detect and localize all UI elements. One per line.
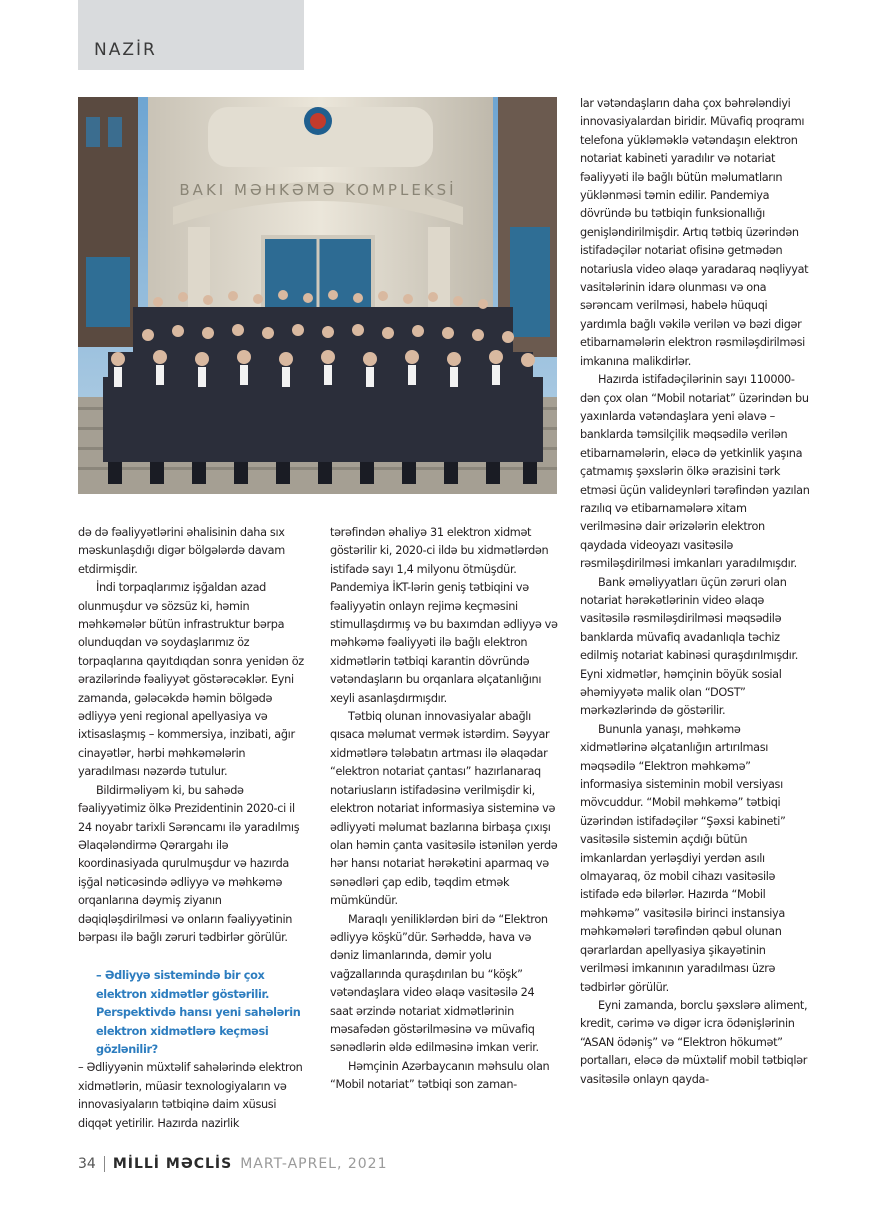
section-label: NAZİR [94,40,157,60]
paragraph: Bank əməliyyatları üçün zəruri olan notariat hərəkətlərinin video əlaqə vasitəsilə rəsmiləşdirilməsi məqsədilə banklarda müvafiq avadanlıqla təchiz edilmiş notariat kabinəsi quraşdırılmışdır. Eyni xidmətlər, həmçinin böyük sosial əhəmiyyətə malik olan “DOST” mərkəzlərində də göstərilir. [580,575,798,718]
facade-sign: BAKI MƏHKƏMƏ KOMPLEKSİ [179,181,457,199]
paragraph: Bildirməliyəm ki, bu sahədə fəaliyyətimiz ölkə Prezidentinin 2020-ci il 24 noyabr tarixli Sərəncamı ilə yaradılmış Əlaqələndirmə Qərargahı ilə koordinasiyada qurulmuşdur və hazırda işğal nəticəsində ədliyyə və məhkəmə orqanlarına dəymiş ziyanın dəqiqləşdirilməsi və onların fəaliyyətinin bərpası ilə bağlı zəruri tədbirlər görülür. [78,783,300,944]
issue-date: MART-APREL, 2021 [240,1156,388,1172]
group-photo [78,97,557,494]
footer-divider [104,1156,105,1172]
paragraph: Eyni zamanda, borclu şəxslərə aliment, kredit, cərimə və digər icra ödənişlərinin “ASAN ödəniş” və “Elektron hökumət” portalları, eləcə də müxtəlif mobil tətbiqlər vasitəsilə onlayn qayda- [580,998,808,1086]
section-tab [78,0,304,70]
paragraph: tərəfindən əhaliyə 31 elektron xidmət göstərilir ki, 2020-ci ildə bu xidmətlərdən istifadə sayı 1,4 milyonu ötmüşdür. Pandemiya İKT-lərin geniş tətbiqini və fəaliyyətin onlayn rejimə keçməsini stimullaşdırmış və bu baxımdan ədliyyə və məhkəmə fəaliyyəti ilə bağlı elektron xidmətlərin tətbiqi karantin dövründə vətəndaşların bu orqanlara əlçatanlığını xeyli asanlaşdırmışdır. [330,526,558,705]
paragraph: Maraqlı yeniliklərdən biri də “Elektron ədliyyə köşkü”dür. Sərhəddə, hava və dəniz limanlarında, dəmir yolu vağzallarında quraşdırılan bu “köşk” vətəndaşlara video əlaqə vasitəsilə 24 saat ərzində notariat xidmətlərinin məsafədən göstərilməsinə və müvafiq sənədlərin əldə edilməsinə imkan verir. [330,912,548,1055]
paragraph: Hazırda istifadəçilərinin sayı 110000-dən çox olan “Mobil notariat” üzərindən bu yaxınlarda vətəndaşlara yeni əlavə – banklarda təmsilçilik məqsədilə verilən etibarnamələrin, eləcə də yetkinlik yaşına çatmamış şəxslərin ölkə ərazisini tərk etməsi üçün valideynləri tərəfindən yazılan razılıq və etibarnamələrə xitam verilməsinə dair ərizələrin elektron qaydada videoyazı vasitəsilə rəsmiləşdirilməsi imkanları yaradılmışdır. [580,373,810,571]
page-number: 34 [78,1156,96,1172]
text-column-2 [330,524,560,1095]
text-column-1 [78,524,310,1133]
paragraph: – Ədliyyənin müxtəlif sahələrində elektron xidmətlərin, müasir texnologiyaların və innovasiyaların tətbiqinə daim xüsusi diqqət yetirilir. Hazırda nazirlik [78,1061,303,1130]
paragraph: Bununla yanaşı, məhkəmə xidmətlərinə əlçatanlığın artırılması məqsədilə “Elektron məhkəmə” informasiya sisteminin mobil versiyası mövcuddur. “Mobil məhkəmə” tətbiqi üzərindən istifadəçilər “Şəxsi kabineti” vasitəsilə sistemin açdığı bütün imkanlardan yerləşdiyi yerdən asılı olmayaraq, öz mobil cihazı vasitəsilə istifadə edə bilərlər. Hazırda “Mobil məhkəmə” vasitəsilə birinci instansiya məhkəmələri tərəfindən qəbul olunan qərarlardan apellyasiya şikayətinin verilməsi imkanının yaradılması üzrə tədbirlər görülür. [580,722,786,994]
interview-question: – Ədliyyə sistemində bir çox elektron xidmətlər göstərilir. Perspektivdə hansı yeni sahələrin elektron xidmətlərə keçməsi gözlənilir? [96,969,301,1056]
paragraph: Həmçinin Azərbaycanın məhsulu olan “Mobil notariat” tətbiqi son zaman- [330,1059,550,1092]
text-column-3 [580,95,810,1089]
paragraph: İndi torpaqlarımız işğaldan azad olunmuşdur və sözsüz ki, həmin məhkəmələr bütün infrastruktur bərpa olunduqdan və soydaşlarımız öz torpaqlarına qayıtdıqdan sonra yenidən öz ərazilərində fəaliyyət göstərəcəklər. Eyni zamanda, gələcəkdə həmin bölgədə ədliyyə yeni regional apellyasiya və ixtisaslaşmış – kommersiya, inzibati, ağır cinayətlər, hərbi məhkəmələrin yaradılması nəzərdə tutulur. [78,581,304,779]
magazine-title: MİLLİ MƏCLİS [112,1156,233,1172]
paragraph: də də fəaliyyətlərini əhalisinin daha sıx məskunlaşdığı digər bölgələrdə davam etdirmişdir. [78,526,285,576]
paragraph: lar vətəndaşların daha çox bəhrələndiyi innovasiyalardan biridir. Müvafiq proqramı telefona yükləməklə vətəndaşın elektron notariat kabineti yaradılır və notariat fəaliyyəti ilə bağlı bütün məlumatların yüklənməsi təmin edilir. Pandemiya dövründə bu tətbiqin funksionallığı genişləndirilmişdir. Artıq tətbiq üzərindən istifadəçilər notariat ofisinə getmədən notariusla video əlaqə yaradaraq nəqliyyat vasitələrinin idarə olunması və ona sərəncam verilməsi, habelə hüquqi yardımla bağlı vəkilə verilən və bəzi digər etibarnamələrin elektron rəsmiləşdirilməsi imkanına malikdirlər. [580,97,809,368]
page-footer [78,1153,388,1175]
paragraph: Tətbiq olunan innovasiyalar abağlı qısaca məlumat vermək istərdim. Səyyar xidmətlərə tələbatın artması ilə əlaqədar “elektron notariat çantası” hazırlanaraq notariusların istifadəsinə verilmişdir ki, elektron notariat informasiya sisteminə və ədliyyəti məlumat bazlarına birbaşa çıxışı olan həmin çanta vasitəsilə istənilən yerdə hər hansı notariat hərəkətini aparmaq və sənədləri çap edib, təqdim etmək mümkündür. [330,710,558,908]
